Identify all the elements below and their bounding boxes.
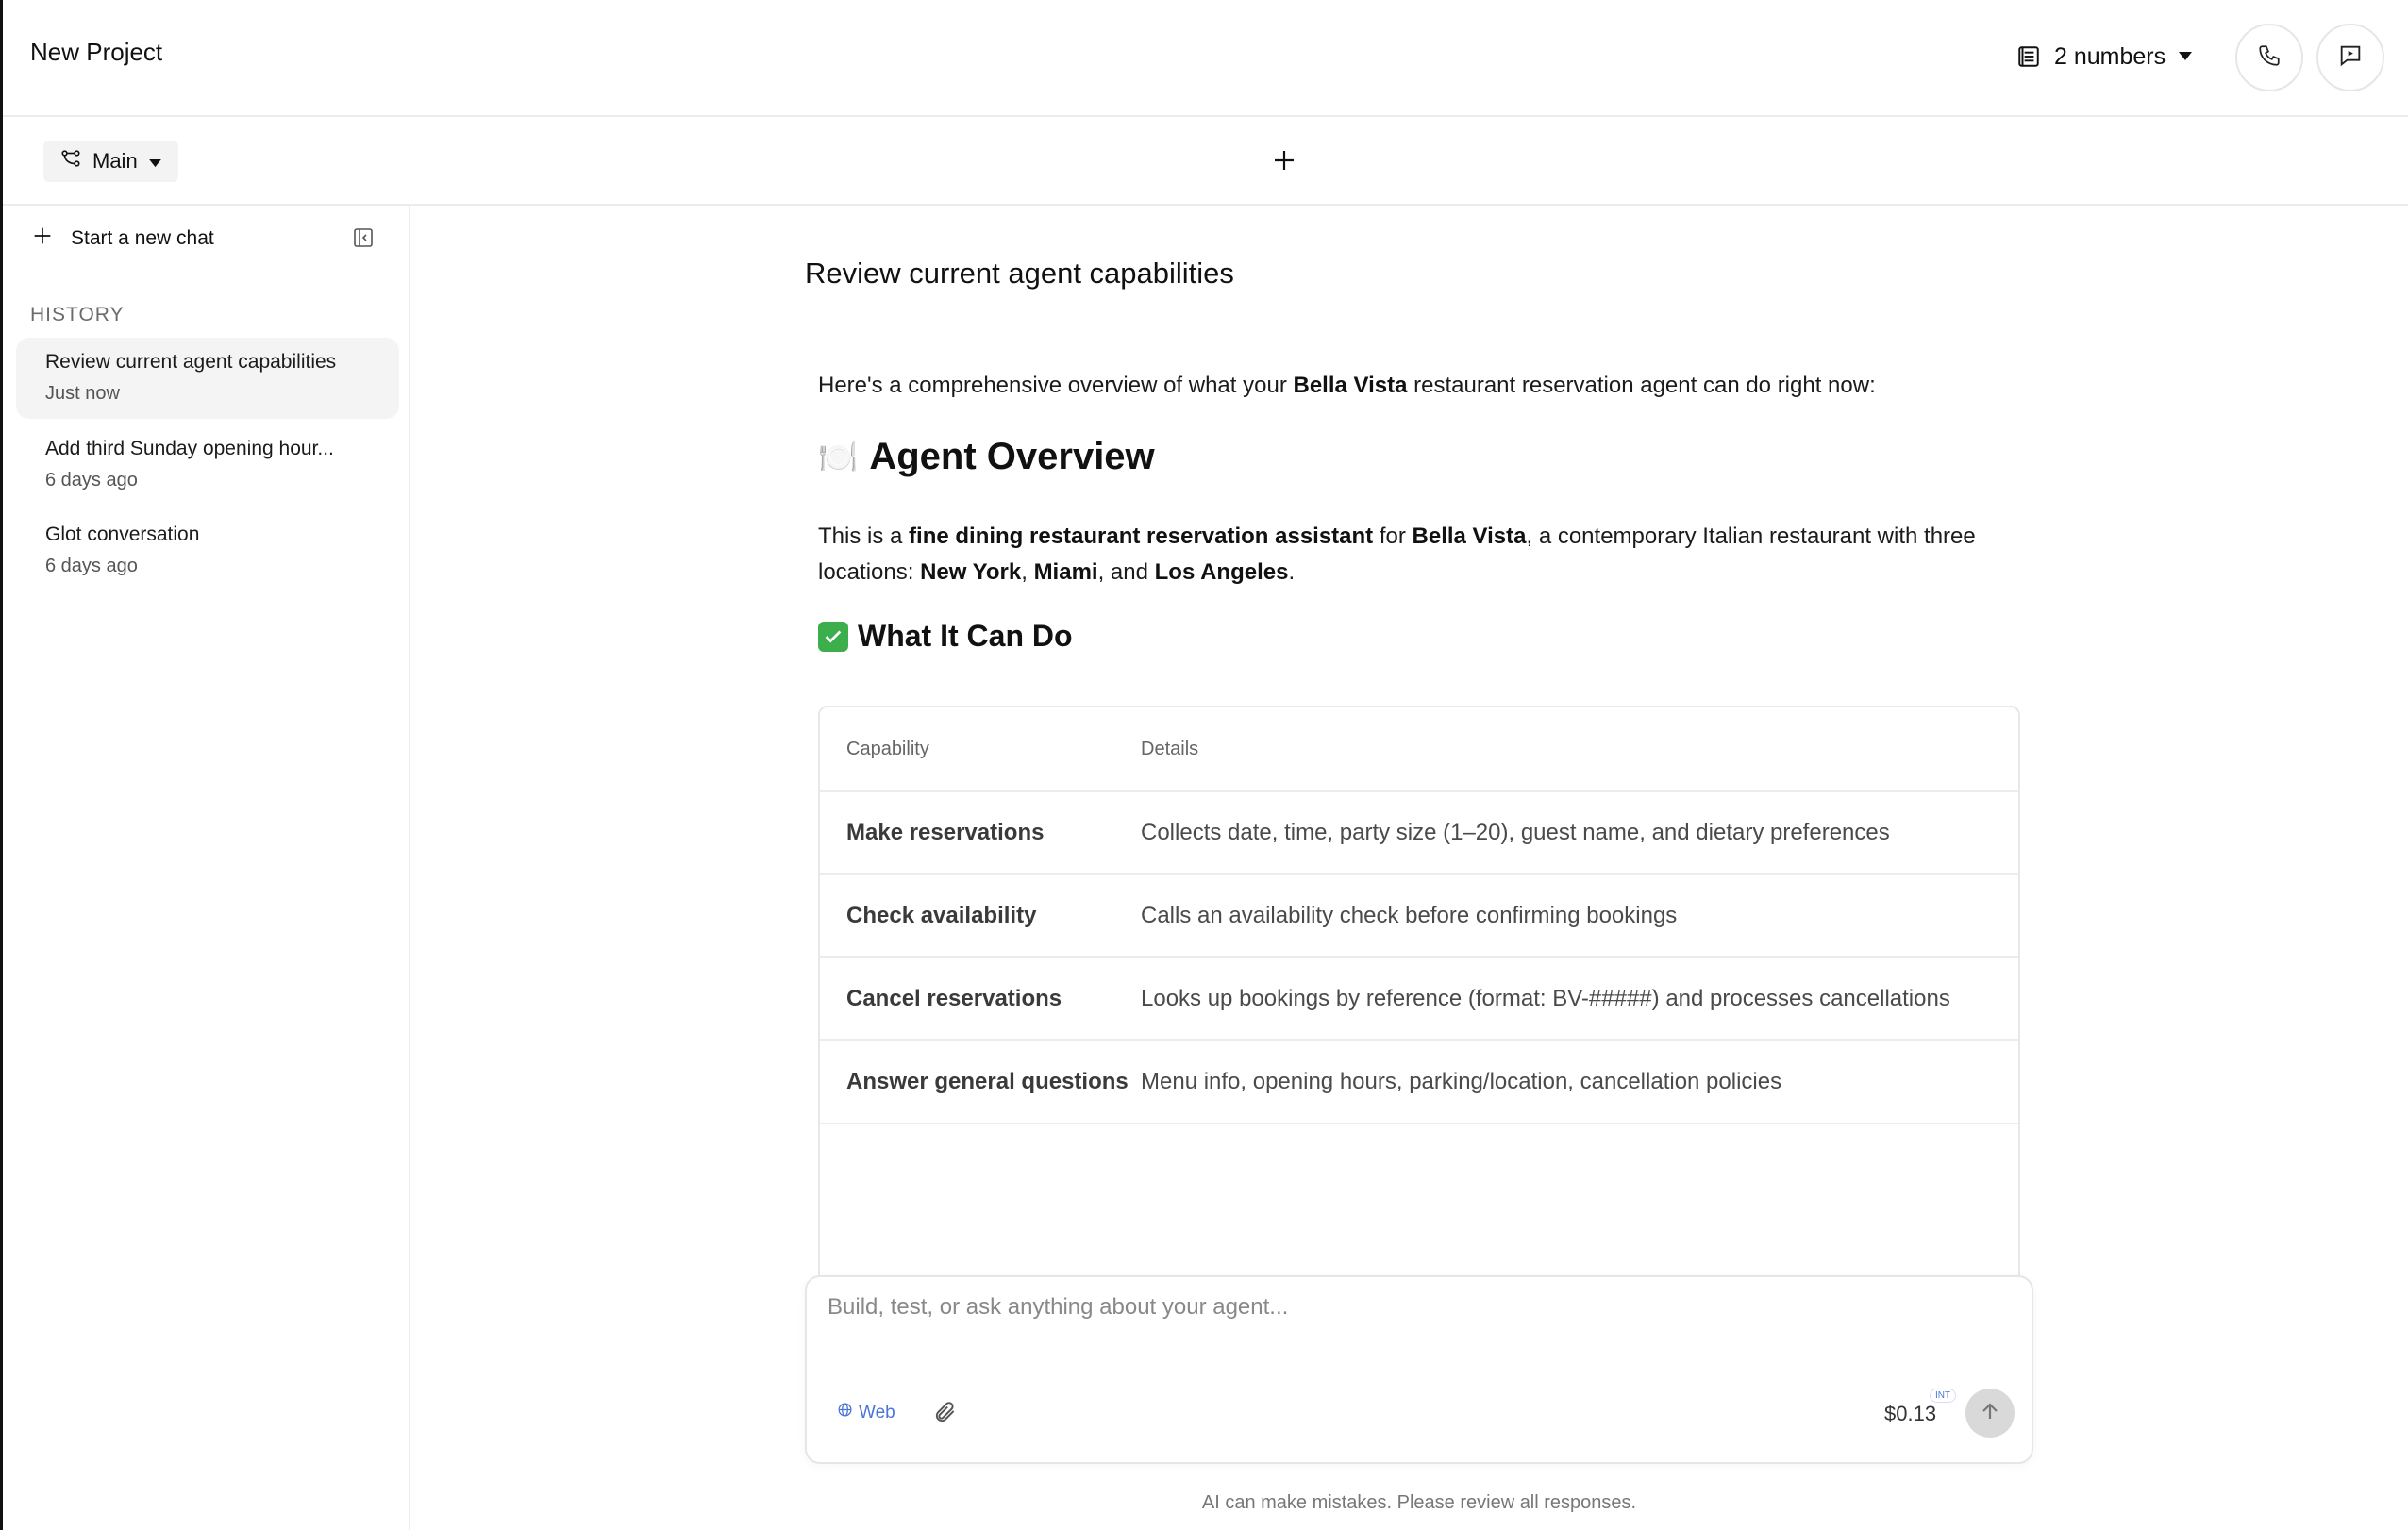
history-item-time: Just now [45,383,120,404]
message-input[interactable] [828,1294,1960,1321]
arrow-up-icon [1979,1400,2001,1427]
plus-icon [33,226,52,251]
table-header-row [820,707,2018,792]
details-cell: Collects date, time, party size (1–20), guest name, and dietary preferences [1141,820,1890,845]
can-do-heading [818,619,1073,654]
capability-cell: Answer general questions [846,1069,1129,1094]
numbers-label: 2 numbers [2054,42,2166,70]
caret-down-icon [2179,52,2192,61]
overview-text: This is a [818,524,910,549]
web-toggle[interactable] [837,1402,895,1423]
overview-heading [818,436,1155,478]
numbers-dropdown[interactable] [2016,36,2192,77]
history-item[interactable] [16,338,399,419]
globe-icon [837,1402,853,1423]
overview-bold: Los Angeles [1154,559,1289,585]
web-label: Web [859,1402,895,1422]
branch-selector[interactable] [43,141,178,182]
branch-icon [60,148,81,175]
paperclip-icon [933,1412,958,1428]
sidebar-collapse-icon [352,237,375,253]
history-item-title: Add third Sunday opening hour... [45,438,334,459]
send-button[interactable] [1965,1389,2015,1438]
intro-text: Here's a comprehensive overview of what your [818,373,1294,398]
table-row [820,792,2018,875]
int-badge: INT [1930,1389,1956,1403]
table-row [820,875,2018,958]
check-icon [818,622,848,652]
top-header [3,0,2408,117]
intro-text: restaurant reservation agent can do right now: [1407,373,1876,398]
overview-text: for [1373,524,1413,549]
collapse-sidebar-button[interactable] [352,226,376,251]
history-item-time: 6 days ago [45,470,138,491]
chat-main [412,206,2408,1530]
list-icon [2016,44,2041,69]
history-item[interactable] [16,510,399,591]
history-item-title: Review current agent capabilities [45,351,337,373]
column-header: Details [1141,738,1199,759]
table-row [820,958,2018,1041]
plus-icon [1273,149,1296,176]
can-do-heading-text: What It Can Do [858,619,1073,653]
disclaimer-text: AI can make mistakes. Please review all responses. [1201,1492,1637,1513]
capability-cell: Cancel reservations [846,986,1062,1011]
plate-icon: 🍽️ [818,439,859,475]
chat-sidebar [3,206,410,1530]
overview-text: , and [1097,559,1155,585]
column-header: Capability [846,738,929,759]
new-chat-label: Start a new chat [71,227,214,249]
call-button[interactable] [2235,24,2303,91]
overview-bold: New York [920,559,1022,585]
details-cell: Calls an availability check before confirming bookings [1141,903,1678,928]
branch-toolbar [3,117,2408,206]
details-cell: Menu info, opening hours, parking/location, cancellation policies [1141,1069,1782,1094]
overview-bold: Bella Vista [1412,524,1527,549]
cost-display: $0.13 [1884,1402,1937,1425]
capability-cell: Make reservations [846,820,1045,845]
project-title: New Project [30,38,163,66]
history-item-title: Glot conversation [45,524,200,545]
new-chat-button[interactable] [33,226,214,251]
message-composer [805,1275,2033,1464]
branch-label: Main [92,149,138,173]
details-cell: Looks up bookings by reference (format: BV-#####) and processes cancellations [1141,986,1950,1011]
overview-paragraph [818,519,2035,590]
caret-down-icon [149,149,161,174]
overview-text: , a contemporary Italian restaurant with three locations: [818,524,1976,585]
overview-bold: fine dining restaurant reservation assistant [909,524,1374,549]
phone-icon [2257,43,2282,73]
history-item[interactable] [16,424,399,506]
overview-heading-text: Agent Overview [869,436,1155,477]
history-item-time: 6 days ago [45,556,138,576]
attach-button[interactable] [933,1400,962,1428]
overview-text: , [1021,559,1034,585]
message-square-icon [2337,42,2364,74]
chat-title: Review current agent capabilities [805,257,1234,290]
history-heading: HISTORY [30,304,125,325]
add-tab-button[interactable] [1267,145,1301,179]
table-row [820,1041,2018,1124]
intro-bold: Bella Vista [1293,373,1408,398]
chat-test-button[interactable] [2316,24,2384,91]
intro-paragraph [818,368,2026,404]
overview-bold: Miami [1033,559,1098,585]
overview-text: . [1288,559,1296,585]
capability-cell: Check availability [846,903,1037,928]
